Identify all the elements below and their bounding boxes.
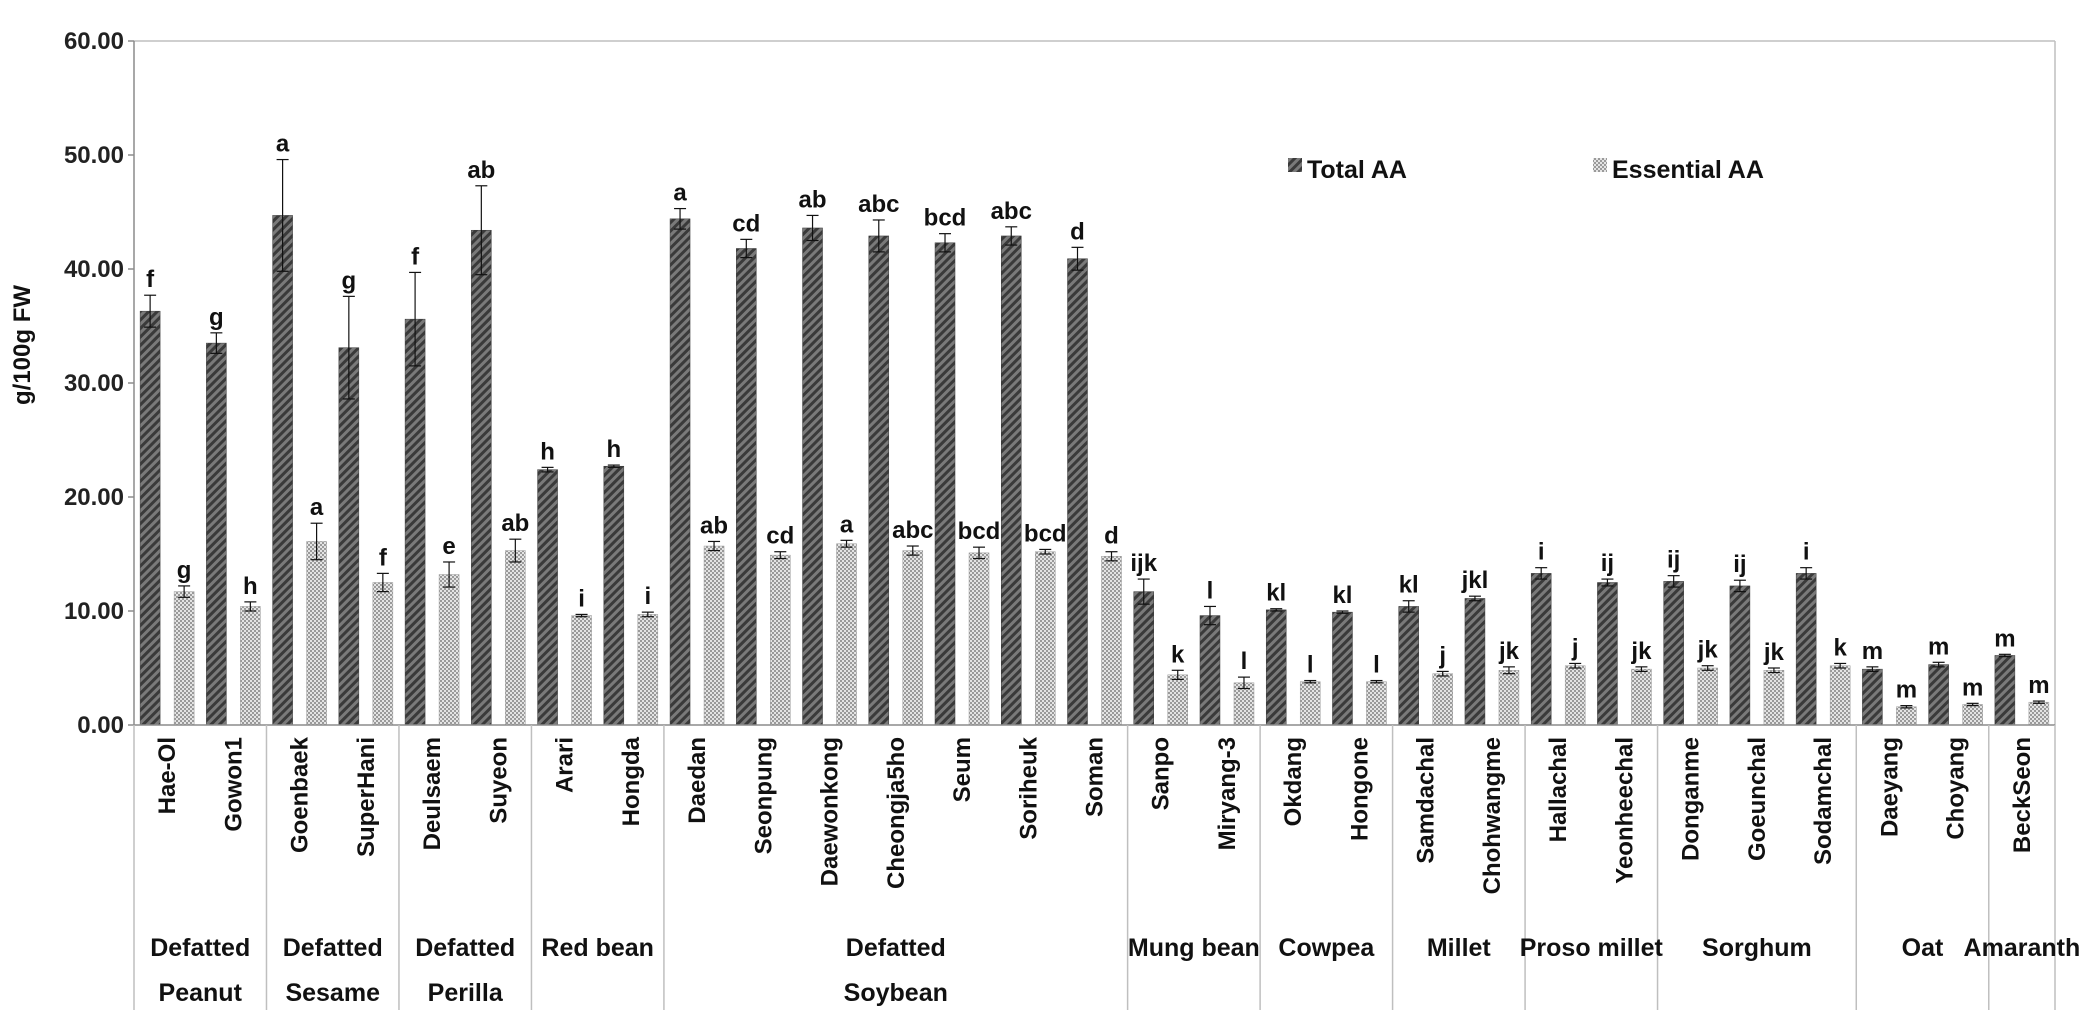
significance-label: m bbox=[2028, 672, 2050, 700]
significance-label: m bbox=[1861, 637, 1884, 665]
x-category-label: Yeonheechal bbox=[1611, 737, 1639, 884]
y-tick-label: 10.00 bbox=[63, 598, 124, 625]
bar-total-aa bbox=[1399, 606, 1419, 725]
x-category-label: Hongone bbox=[1346, 737, 1374, 841]
group-label: Millet bbox=[1426, 934, 1491, 962]
x-category-label: Hongda bbox=[617, 737, 645, 827]
bar-essential-aa bbox=[307, 541, 327, 725]
bar-essential-aa bbox=[638, 614, 658, 725]
bar-total-aa bbox=[1862, 669, 1882, 725]
group-label: Defatted bbox=[415, 934, 516, 962]
significance-label: abc bbox=[990, 197, 1032, 225]
significance-label: g bbox=[209, 303, 224, 331]
significance-label: l bbox=[1306, 651, 1314, 679]
bar-total-aa bbox=[736, 248, 756, 725]
x-category-label: Chohwangme bbox=[1478, 737, 1506, 895]
bar-total-aa bbox=[1730, 586, 1750, 725]
legend bbox=[1288, 156, 1764, 184]
y-tick-label: 30.00 bbox=[63, 370, 124, 397]
bar-total-aa bbox=[1664, 581, 1684, 725]
significance-label: jk bbox=[1498, 637, 1519, 665]
x-category-label: Hallachal bbox=[1545, 737, 1573, 843]
bar-total-aa bbox=[869, 236, 889, 725]
x-category-label: Hae-Ol bbox=[154, 737, 182, 815]
significance-label: m bbox=[1927, 633, 1950, 661]
group-label: Oat bbox=[1901, 934, 1944, 962]
significance-label: f bbox=[378, 544, 387, 572]
bar-essential-aa bbox=[969, 553, 989, 725]
bar-essential-aa bbox=[1698, 668, 1718, 725]
significance-label: ijk bbox=[1130, 550, 1158, 578]
significance-label: ab bbox=[798, 186, 827, 214]
bar-total-aa bbox=[1068, 259, 1088, 725]
bar-essential-aa bbox=[2029, 702, 2049, 725]
significance-label: i bbox=[1802, 538, 1810, 566]
bar-essential-aa bbox=[1963, 704, 1983, 725]
significance-label: h bbox=[243, 572, 258, 600]
significance-label: j bbox=[1439, 642, 1447, 670]
group-label: Red bean bbox=[541, 934, 654, 962]
bar-essential-aa bbox=[1234, 683, 1254, 725]
bar-total-aa bbox=[1266, 610, 1286, 725]
significance-label: bcd bbox=[1023, 520, 1067, 548]
bar-essential-aa bbox=[1565, 666, 1585, 725]
significance-label: g bbox=[176, 556, 192, 584]
x-category-label: Donganme bbox=[1677, 737, 1705, 862]
x-category-label: Soman bbox=[1081, 737, 1109, 818]
legend-swatch-essential-aa bbox=[1593, 158, 1607, 172]
bar-total-aa bbox=[1332, 612, 1352, 725]
significance-label: d bbox=[1104, 522, 1119, 550]
bar-total-aa bbox=[604, 466, 624, 725]
significance-label: l bbox=[1206, 577, 1214, 605]
significance-label: kl bbox=[1398, 571, 1419, 599]
legend-label-essential-aa: Essential AA bbox=[1612, 156, 1764, 184]
x-category-label: Seum bbox=[949, 737, 977, 803]
significance-label: a bbox=[309, 494, 324, 522]
significance-label: g bbox=[341, 267, 357, 295]
significance-label: bcd bbox=[957, 518, 1001, 546]
significance-label: i bbox=[644, 583, 652, 611]
x-category-label: Samdachal bbox=[1412, 737, 1440, 864]
bar-essential-aa bbox=[1300, 682, 1320, 725]
x-category-label: Daedan bbox=[684, 737, 712, 824]
significance-label: f bbox=[146, 266, 155, 294]
group-label: Mung bean bbox=[1127, 934, 1260, 962]
y-tick-label: 60.00 bbox=[63, 28, 124, 55]
bar-essential-aa bbox=[837, 544, 857, 725]
bar-essential-aa bbox=[770, 555, 790, 725]
x-axis bbox=[134, 725, 2055, 894]
significance-label: kl bbox=[1266, 579, 1287, 607]
bar-essential-aa bbox=[1499, 670, 1519, 725]
y-tick-label: 0.00 bbox=[77, 712, 124, 739]
bar-essential-aa bbox=[505, 551, 525, 725]
y-tick-label: 40.00 bbox=[63, 256, 124, 283]
bar-essential-aa bbox=[1035, 552, 1055, 725]
legend-label-total-aa: Total AA bbox=[1307, 156, 1407, 184]
significance-label: ab bbox=[700, 512, 729, 540]
bar-total-aa bbox=[1597, 583, 1617, 726]
significance-label: cd bbox=[732, 210, 761, 238]
bar-essential-aa bbox=[1366, 682, 1386, 725]
group-label: Amaranth bbox=[1963, 934, 2081, 962]
bar-total-aa bbox=[1465, 598, 1485, 725]
bar-total-aa bbox=[1134, 592, 1154, 725]
significance-label: abc bbox=[858, 190, 900, 218]
x-category-label: Seonpung bbox=[750, 737, 778, 855]
bar-total-aa bbox=[803, 228, 823, 725]
significance-label: h bbox=[540, 438, 555, 466]
significance-label: kl bbox=[1332, 582, 1353, 609]
y-axis bbox=[64, 28, 134, 739]
x-category-label: Daeyang bbox=[1876, 737, 1904, 838]
group-label: Defatted bbox=[282, 934, 383, 962]
bar-essential-aa bbox=[903, 551, 923, 725]
y-axis-title: g/100g FW bbox=[9, 284, 36, 406]
significance-label: l bbox=[1240, 648, 1248, 676]
x-category-label: Daewonkong bbox=[816, 737, 844, 887]
bar-essential-aa bbox=[373, 583, 393, 726]
bar-essential-aa bbox=[1631, 669, 1651, 725]
bar-essential-aa bbox=[1896, 707, 1916, 725]
significance-label: ab bbox=[467, 156, 496, 184]
group-label: Soybean bbox=[843, 979, 948, 1007]
bar-essential-aa bbox=[174, 592, 194, 725]
x-category-label: Gowon1 bbox=[220, 737, 248, 832]
bar-essential-aa bbox=[704, 546, 724, 725]
bar-essential-aa bbox=[1764, 670, 1784, 725]
group-label: Sesame bbox=[285, 979, 380, 1007]
bar-total-aa bbox=[935, 243, 955, 725]
significance-label: d bbox=[1070, 218, 1085, 246]
bar-total-aa bbox=[1929, 665, 1949, 725]
bar-total-aa bbox=[339, 348, 359, 725]
x-category-label: Soriheuk bbox=[1015, 737, 1043, 840]
significance-label: k bbox=[1833, 634, 1847, 662]
significance-label: jk bbox=[1763, 639, 1784, 666]
x-category-label: Arari bbox=[551, 737, 579, 794]
significance-label: a bbox=[673, 179, 687, 207]
significance-label: jkl bbox=[1461, 567, 1489, 595]
significance-label: e bbox=[442, 532, 456, 560]
significance-label: i bbox=[1537, 538, 1545, 566]
bar-total-aa bbox=[1001, 236, 1021, 725]
significance-label: jk bbox=[1697, 636, 1718, 664]
significance-label: m bbox=[1895, 676, 1918, 704]
bar-essential-aa bbox=[1168, 675, 1188, 725]
significance-label: m bbox=[1994, 625, 2016, 653]
x-category-label: Cheongja5ho bbox=[882, 737, 910, 890]
group-label: Defatted bbox=[845, 934, 946, 962]
group-label: Defatted bbox=[150, 934, 251, 962]
significance-label: ij bbox=[1667, 546, 1681, 574]
x-category-label: Okdang bbox=[1280, 737, 1308, 827]
significance-label: m bbox=[1961, 674, 1984, 702]
significance-label: jk bbox=[1631, 637, 1652, 665]
bar-total-aa bbox=[1995, 655, 2015, 725]
bar-total-aa bbox=[538, 470, 558, 725]
significance-label: f bbox=[411, 243, 420, 271]
significance-label: bcd bbox=[923, 204, 967, 232]
y-tick-label: 50.00 bbox=[63, 142, 124, 169]
x-category-label: Choyang bbox=[1942, 737, 1970, 840]
bar-total-aa bbox=[206, 343, 226, 725]
significance-label: ij bbox=[1733, 551, 1747, 579]
y-tick-label: 20.00 bbox=[63, 484, 124, 511]
group-label: Sorghum bbox=[1702, 934, 1812, 962]
bar-total-aa bbox=[1531, 573, 1551, 725]
x-category-label: Sanpo bbox=[1147, 737, 1175, 811]
legend-swatch-total-aa bbox=[1288, 158, 1302, 172]
bars-layer bbox=[140, 215, 2049, 725]
bar-essential-aa bbox=[572, 616, 592, 725]
error-bars-layer bbox=[144, 160, 2045, 708]
x-category-label: Goeunchal bbox=[1743, 737, 1771, 862]
group-label: Peanut bbox=[158, 979, 242, 1007]
x-category-label: Goenbaek bbox=[286, 737, 314, 854]
significance-label: ij bbox=[1600, 550, 1615, 578]
bar-total-aa bbox=[140, 311, 160, 725]
significance-label: k bbox=[1171, 641, 1185, 669]
x-category-label: SuperHani bbox=[352, 737, 380, 858]
significance-label: a bbox=[275, 130, 290, 158]
significance-label: l bbox=[1373, 651, 1380, 679]
bar-essential-aa bbox=[240, 606, 260, 725]
significance-labels-layer bbox=[146, 131, 2049, 704]
bar-total-aa bbox=[1200, 616, 1220, 725]
x-category-label: Miryang-3 bbox=[1213, 737, 1241, 851]
bar-essential-aa bbox=[439, 575, 459, 725]
bar-total-aa bbox=[405, 319, 425, 725]
x-category-label: Deulsaem bbox=[419, 737, 447, 851]
significance-label: ab bbox=[501, 510, 530, 538]
significance-label: a bbox=[839, 511, 854, 539]
group-label: Cowpea bbox=[1278, 934, 1375, 962]
bar-total-aa bbox=[273, 215, 293, 725]
x-category-label: BeckSeon bbox=[2008, 737, 2036, 854]
group-label: Perilla bbox=[427, 979, 503, 1007]
significance-label: i bbox=[578, 585, 585, 613]
bar-total-aa bbox=[1796, 573, 1816, 725]
group-label: Proso millet bbox=[1519, 934, 1663, 962]
bar-essential-aa bbox=[1830, 666, 1850, 725]
significance-label: cd bbox=[766, 522, 795, 550]
x-category-label: Suyeon bbox=[485, 737, 513, 824]
bar-total-aa bbox=[471, 230, 491, 725]
significance-label: j bbox=[1571, 634, 1579, 662]
bar-total-aa bbox=[670, 219, 690, 725]
significance-label: h bbox=[606, 436, 622, 464]
bar-essential-aa bbox=[1102, 556, 1122, 725]
bar-essential-aa bbox=[1433, 674, 1453, 725]
x-category-label: Sodamchal bbox=[1810, 737, 1838, 866]
significance-label: abc bbox=[892, 517, 934, 545]
